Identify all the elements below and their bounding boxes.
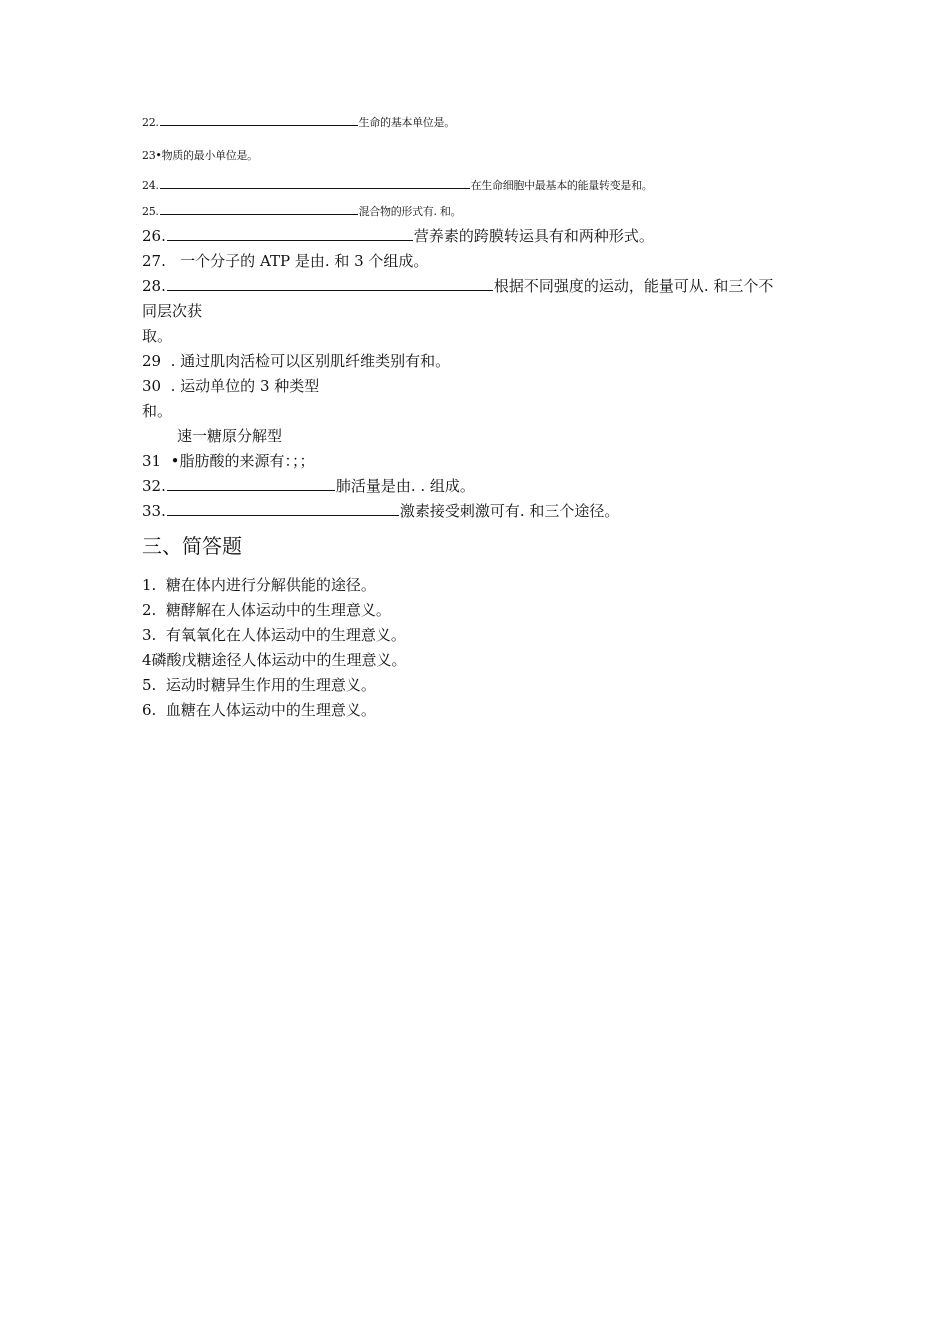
question-text: 生命的基本单位是。 [358, 116, 455, 129]
question-text: 混合物的形式有. 和。 [358, 205, 462, 218]
question-28 [142, 279, 773, 294]
short-answer-item [142, 678, 376, 693]
question-32 [142, 479, 475, 494]
answer-blank [160, 124, 358, 126]
question-22 [142, 117, 455, 128]
question-31 [142, 454, 315, 469]
question-30 [142, 379, 319, 394]
question-text-continued: 同层次获 [142, 302, 203, 320]
question-26 [142, 229, 654, 244]
question-text: •脂肪酸的来源有：；； [170, 452, 315, 470]
short-answer-item [142, 653, 407, 668]
item-number: 4 [142, 651, 152, 669]
answer-blank [167, 289, 493, 291]
question-text: 23•物质的最小单位是。 [142, 149, 258, 162]
item-number: 6. [142, 701, 157, 719]
question-text: 肺活量是由. . 组成。 [335, 477, 475, 495]
item-text: 糖酵解在人体运动中的生理意义。 [165, 601, 391, 619]
question-23 [142, 150, 258, 161]
question-number: 25. [142, 205, 159, 218]
question-30-continued [142, 404, 172, 419]
question-number: 31 [142, 452, 162, 470]
item-text: 有氧氧化在人体运动中的生理意义。 [165, 626, 406, 644]
question-text: 在生命细胞中最基本的能量转变是和。 [470, 179, 653, 192]
item-text: 磷酸戊糖途径人体运动中的生理意义。 [151, 651, 407, 669]
question-text: 一个分子的 ATP 是由. 和 3 个组成。 [180, 252, 429, 270]
answer-blank [167, 489, 335, 491]
question-number: 33. [142, 502, 166, 520]
item-number: 2. [142, 601, 157, 619]
question-text: . 通过肌肉活检可以区别肌纤维类别有和。 [170, 352, 451, 370]
answer-blank [167, 514, 399, 516]
question-29 [142, 354, 450, 369]
question-30-continued-2 [177, 429, 282, 444]
question-number: 26. [142, 227, 166, 245]
question-number: 28. [142, 277, 166, 295]
question-number: 30 [142, 377, 162, 395]
question-text: 营养素的跨膜转运具有和两种形式。 [413, 227, 654, 245]
question-text: 根据不同强度的运动，能量可从. 和三个不 [493, 277, 774, 295]
question-number: 32. [142, 477, 166, 495]
question-text-continued: 速一糖原分解型 [177, 427, 283, 445]
question-text: . 运动单位的 3 种类型 [170, 377, 320, 395]
item-number: 1. [142, 576, 157, 594]
question-24 [142, 180, 653, 191]
short-answer-item [142, 578, 376, 593]
answer-blank [160, 187, 470, 189]
question-number: 24. [142, 179, 159, 192]
item-number: 3. [142, 626, 157, 644]
item-text: 运动时糖异生作用的生理意义。 [165, 676, 376, 694]
question-27 [142, 254, 428, 269]
question-28-continued-2 [142, 329, 172, 344]
short-answer-item [142, 628, 406, 643]
short-answer-item [142, 603, 391, 618]
question-number: 22. [142, 116, 159, 129]
question-number: 29 [142, 352, 162, 370]
question-33 [142, 504, 619, 519]
question-25 [142, 206, 461, 217]
question-text: 激素接受刺激可有. 和三个途径。 [399, 502, 620, 520]
short-answer-item [142, 703, 376, 718]
question-number: 27. [142, 252, 166, 270]
answer-blank [160, 213, 358, 215]
question-text-continued: 和。 [142, 402, 173, 420]
item-text: 血糖在人体运动中的生理意义。 [165, 701, 376, 719]
question-text-continued: 取。 [142, 327, 173, 345]
question-28-continued [142, 304, 202, 319]
answer-blank [167, 239, 413, 241]
item-number: 5. [142, 676, 157, 694]
item-text: 糖在体内进行分解供能的途径。 [165, 576, 376, 594]
section-heading: 三、简答题 [142, 534, 242, 558]
